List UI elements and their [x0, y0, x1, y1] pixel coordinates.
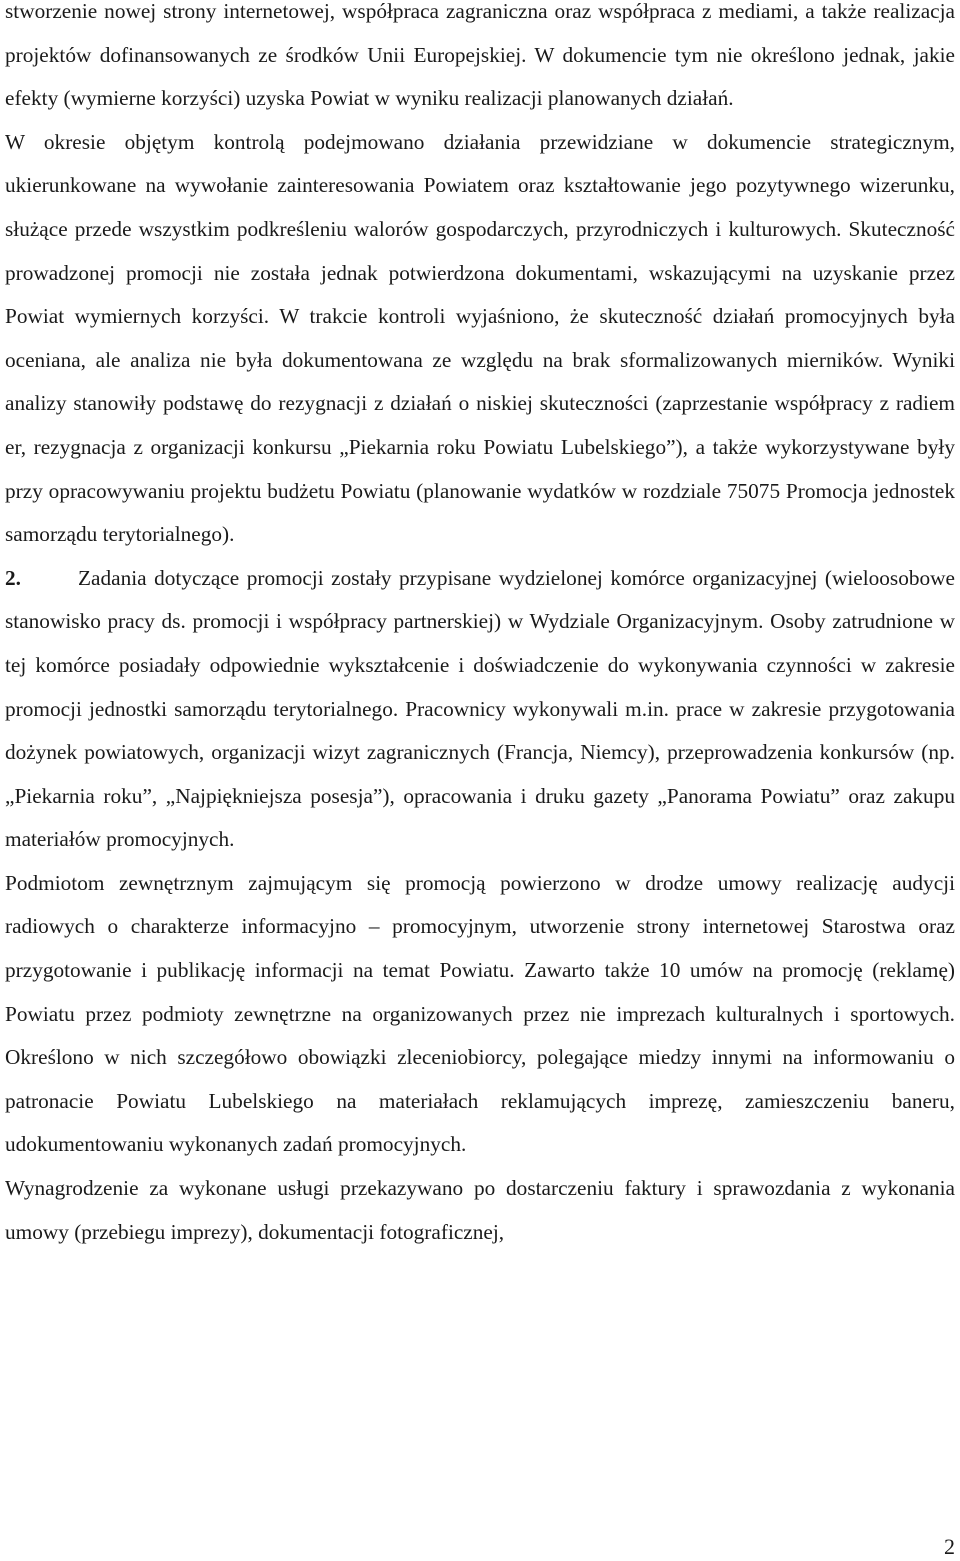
page-number: 2: [944, 1534, 955, 1559]
item-number: 2.: [5, 565, 21, 590]
paragraph-intro: stworzenie nowej strony internetowej, współpraca zagraniczna oraz współpraca z mediami, a także realizacja projektów dofinansowanych ze środków Unii Europejskiej. W dokumencie tym nie określono jednak, jakie efekty (wymierne korzyści) uzyska Powiat w wyniku realizacji planowanych działań.: [5, 0, 955, 111]
paragraph-assessment: W okresie objętym kontrolą podejmowano działania przewidziane w dokumencie strategicznym, ukierunkowane na wywołanie zainteresowania Powiatem oraz kształtowanie jego pozytywnego wizerunku, służące przede wszystkim podkreśleniu walorów gospodarczych, przyrodniczych i kulturowych. Skuteczność prowadzonej promocji nie została jednak potwierdzona dokumentami, wskazującymi na uzyskanie przez Powiat wymiernych korzyści. W trakcie kontroli wyjaśniono, że skuteczność działań promocyjnych była oceniana, ale analiza nie była dokumentowana ze względu na brak sformalizowanych mierników. Wyniki analizy stanowiły podstawę do rezygnacji z działań o niskiej skuteczności (zaprzestanie współpracy z radiem er, rezygnacja z organizacji konkursu „Piekarnia roku Powiatu Lubelskiego”), a także wykorzystywane były przy opracowywaniu projektu budżetu Powiatu (planowanie wydatków w rozdziale 75075 Promocja jednostek samorządu terytorialnego).: [5, 129, 955, 547]
numbered-item: [5, 557, 955, 862]
item-text: Zadania dotyczące promocji zostały przypisane wydzielonej komórce organizacyjnej (wieloosobowe stanowisko pracy ds. promocji i współpracy partnerskiej) w Wydziale Organizacyjnym. Osoby zatrudnione w tej komórce posiadały odpowiednie wykształcenie i doświadczenie do wykonywania czynności w zakresie promocji jednostki samorządu terytorialnego. Pracownicy wykonywali m.in. prace w zakresie przygotowania dożynek powiatowych, organizacji wizyt zagranicznych (Francja, Niemcy), przeprowadzenia konkursów (np. „Piekarnia roku”, „Najpiękniejsza posesja”), opracowania i druku gazety „Panorama Powiatu” oraz zakupu materiałów promocyjnych.: [5, 565, 955, 852]
paragraph-remuneration: Wynagrodzenie za wykonane usługi przekazywano po dostarczeniu faktury i sprawozdania z wykonania umowy (przebiegu imprezy), dokumentacji fotograficznej,: [5, 1176, 955, 1244]
document-page: [5, 0, 955, 1254]
paragraph-external: Podmiotom zewnętrznym zajmującym się promocją powierzono w drodze umowy realizację audycji radiowych o charakterze informacyjno – promocyjnym, utworzenie strony internetowej Starostwa oraz przygotowanie i publikację informacji na temat Powiatu. Zawarto także 10 umów na promocję (reklamę) Powiatu przez podmioty zewnętrzne na organizowanych przez nie imprezach kulturalnych i sportowych. Określono w nich szczegółowo obowiązki zleceniobiorcy, polegające miedzy innymi na informowaniu o patronacie Powiatu Lubelskiego na materiałach reklamujących imprezę, zamieszczeniu baneru, udokumentowaniu wykonanych zadań promocyjnych.: [5, 870, 955, 1157]
